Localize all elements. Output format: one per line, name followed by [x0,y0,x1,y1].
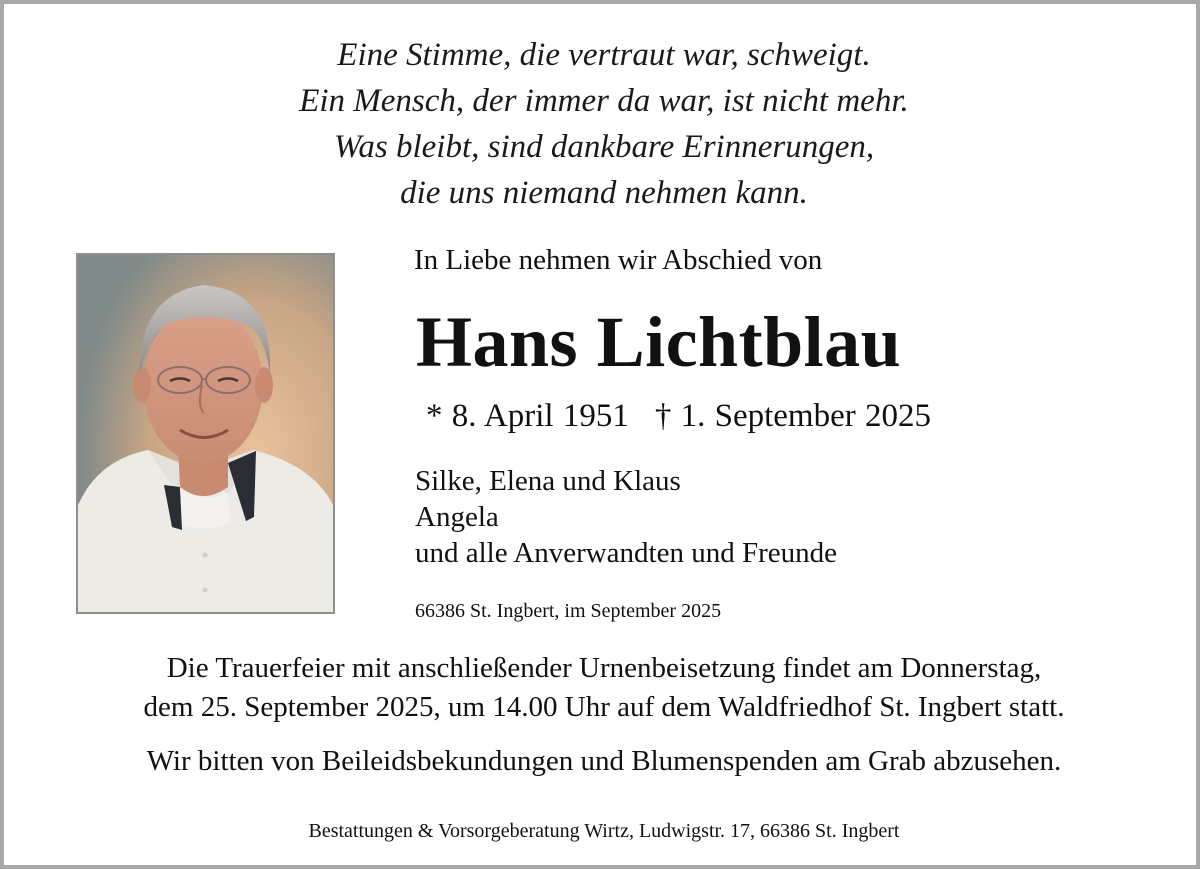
undertaker-info: Bestattungen & Vorsorgeberatung Wirtz, Ludwigstr. 17, 66386 St. Ingbert [308,820,900,842]
portrait-photo [76,253,335,614]
poem-line: die uns niemand nehmen kann. [400,175,808,211]
poem-line: Was bleibt, sind dankbare Erinnerungen, [333,129,875,165]
condolence-request: Wir bitten von Beileidsbekundungen und Blumenspenden am Grab abzusehen. [146,745,1062,777]
mourner-line: Silke, Elena und Klaus [415,465,681,497]
ceremony-line: dem 25. September 2025, um 14.00 Uhr auf dem Waldfriedhof St. Ingbert statt. [143,691,1065,723]
deceased-name: Hans Lichtblau [416,302,902,382]
ceremony-info [4,649,1200,727]
mourner-line: Angela [415,501,499,533]
farewell-intro: In Liebe nehmen wir Abschied von [414,244,823,276]
place-and-date: 66386 St. Ingbert, im September 2025 [415,600,722,622]
poem-line: Ein Mensch, der immer da war, ist nicht mehr. [299,83,909,119]
life-dates [426,398,931,435]
mourners-list [415,463,837,571]
death-date: † 1. September 2025 [654,398,931,434]
poem-line: Eine Stimme, die vertraut war, schweigt. [337,37,871,73]
memorial-poem [4,32,1200,216]
birth-date: * 8. April 1951 [426,398,629,434]
mourner-line: und alle Anverwandten und Freunde [415,537,838,569]
ceremony-line: Die Trauerfeier mit anschließender Urnenbeisetzung findet am Donnerstag, [166,652,1042,684]
